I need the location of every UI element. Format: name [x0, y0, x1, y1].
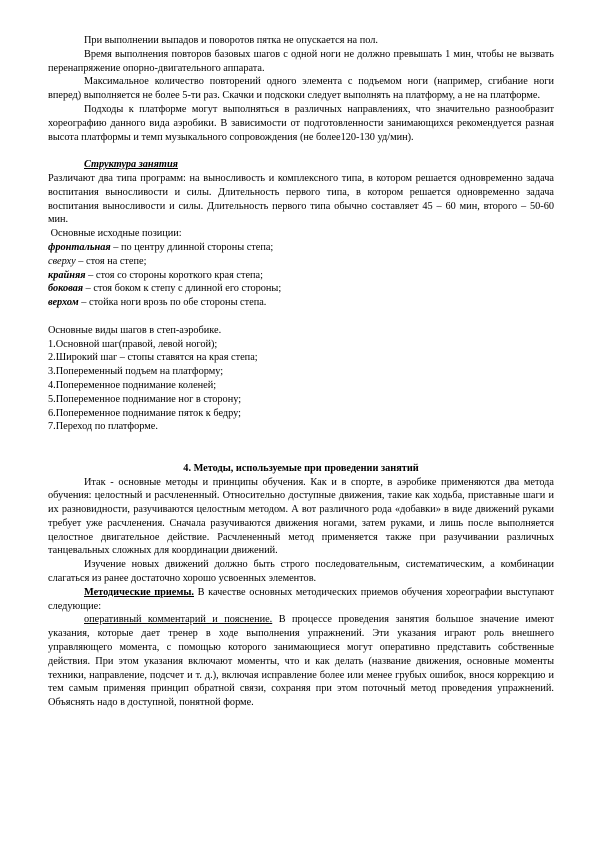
position-item — [48, 255, 554, 269]
position-description: – по центру длинной стороны степа; — [110, 241, 274, 253]
step-item: 2.Широкий шаг – стопы ставятся на края степа; — [48, 352, 258, 364]
intro-paragraph-2: Время выполнения повторов базовых шагов с одной ноги не должно превышать 1 мин, чтобы не вызвать перенапряжение опорно-двигательного аппарата. — [48, 48, 554, 74]
spacer — [48, 434, 554, 462]
document-page — [48, 34, 554, 710]
position-term: верхом — [48, 297, 79, 309]
step-item: 1.Основной шаг(правой, левой ногой); — [48, 338, 218, 350]
step-item: 5.Попеременное поднимание ног в сторону; — [48, 393, 242, 405]
position-term: крайняя — [48, 269, 86, 281]
position-term: фронтальная — [48, 241, 111, 253]
spacer — [48, 310, 554, 324]
position-description: – стоя боком к степу с длинной его стороны; — [83, 283, 282, 295]
positions-title: Основные исходные позиции: — [48, 228, 182, 240]
position-item — [48, 241, 554, 255]
operative-comment-term: оперативный комментарий и пояснение. — [84, 614, 273, 626]
methodical-techniques-term: Методические приемы. — [84, 586, 194, 598]
step-item: 4.Попеременное поднимание коленей; — [48, 379, 217, 391]
methodical-techniques-text: В качестве основных методических приемов обучения хореографии выступают следующие: — [48, 586, 554, 612]
steps-list — [48, 338, 554, 435]
position-item — [48, 269, 554, 283]
step-item: 3.Попеременный подъем на платформу; — [48, 366, 224, 378]
methods-paragraph-1: Итак - основные методы и принципы обучения. Как и в спорте, в аэробике применяются два метода обучения: целостный и расчлененный. Относительно доступные движения, такие как ходьба, приставные шаги и их разновидности, разучиваются целостным методом. А вот различного рода «добавки» в виде движений руками требует уже расчленения. Сначала разучиваются движения ногами, затем руками, и лишь после выполняется целостное двигательное действие. Расчлененный метод применяется также при разучивании различных танцевальных сложных для координации движений. — [48, 476, 554, 557]
intro-paragraph-4: Подходы к платформе могут выполняться в различных направлениях, что значительно разнообразит хореографию данного вида аэробики. В зависимости от подготовленности занимающихся рекомендуется разная высота платформы и темп музыкального сопровождения (не более120-130 уд/мин). — [48, 103, 554, 143]
methods-paragraph-3 — [48, 586, 554, 614]
spacer — [48, 144, 554, 158]
position-term: сверху — [48, 255, 76, 267]
structure-paragraph: Различают два типа программ: на выносливость и комплексного типа, в котором решается одновременно задача воспитания выносливости и силы. Длительность первого типа, в котором решается одновременно задача воспитания выносливости и силы. Длительность первого типа обычно составляет 45 – 60 мин, второго – 50-60 мин. — [48, 172, 554, 226]
methods-paragraph-2: Изучение новых движений должно быть строго последовательным, систематическим, а комбинации слагаться из ранее достаточно хорошо усвоенных элементов. — [48, 559, 554, 585]
steps-title: Основные виды шагов в степ-аэробике. — [48, 324, 222, 336]
position-description: – стоя со стороны короткого края степа; — [85, 269, 263, 281]
methods-paragraph-4 — [48, 613, 554, 710]
position-item — [48, 282, 554, 296]
position-description: – стоя на степе; — [75, 255, 147, 267]
methods-heading: 4. Методы, используемые при проведении занятий — [183, 462, 419, 474]
structure-heading — [48, 158, 554, 172]
intro-paragraph-3: Максимальное количество повторений одного элемента с подъемом ноги (например, сгибание ноги вперед) выполняется не более 5-ти раз. Скачки и подскоки следует выполнять на платформу, а не на платформе. — [48, 76, 554, 102]
position-term: боковая — [48, 283, 84, 295]
structure-heading-text: Структура занятия — [84, 159, 178, 171]
positions-list — [48, 241, 554, 310]
position-item — [48, 296, 554, 310]
intro-paragraph-1: При выполнении выпадов и поворотов пятка не опускается на пол. — [84, 35, 378, 46]
operative-comment-text: В процессе проведения занятия большое значение имеют указания, которые дает тренер в ходе выполнения упражнений. Эти указания играют роль внешнего управляющего момента, с помощью которого занимающиеся могут оперативно представить собственные действия. При этом указания включают моменты, что и как делать (название движения, основные моменты техники, направление, подсчет и т. д.), включая исправление более или менее грубых ошибок, внося коррекцию и тем самым применяя принцип обратной связи, сохраняя при этом поточный метод проведения упражнений. Объяснять надо в доступной, понятной форме. — [48, 614, 554, 709]
step-item: 7.Переход по платформе. — [48, 421, 158, 433]
position-description: – стойка ноги врозь по обе стороны степа. — [78, 297, 267, 309]
step-item: 6.Попеременное поднимание пяток к бедру; — [48, 407, 242, 419]
